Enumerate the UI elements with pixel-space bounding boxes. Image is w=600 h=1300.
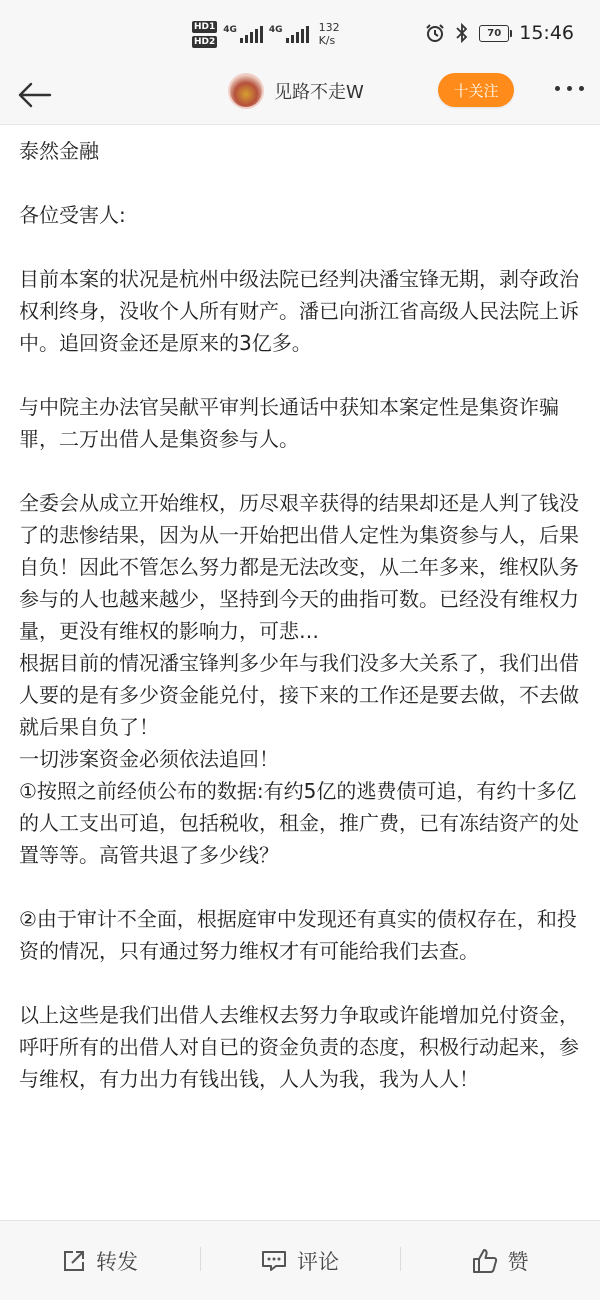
nav-bar <box>0 66 600 125</box>
article-paragraph: 泰然金融 <box>19 139 99 163</box>
paragraph-gap <box>19 871 585 903</box>
username[interactable]: 见路不走W <box>274 82 364 103</box>
avatar[interactable] <box>228 73 264 109</box>
author-profile[interactable] <box>228 73 364 109</box>
repost-icon <box>62 1249 86 1273</box>
signal-icon: 4G <box>223 25 263 43</box>
like-label: 赞 <box>507 1249 529 1274</box>
network-speed: 132 K/s <box>318 21 340 47</box>
comment-button[interactable] <box>200 1221 400 1300</box>
back-arrow-icon[interactable] <box>14 75 54 115</box>
article-body <box>19 135 585 1095</box>
paragraph-gap <box>19 359 585 391</box>
paragraph-gap <box>19 167 585 199</box>
status-bar <box>0 0 600 66</box>
battery-icon <box>479 25 509 42</box>
alarm-icon <box>425 23 445 43</box>
bottom-toolbar <box>0 1220 600 1300</box>
article-paragraph: 以上这些是我们出借人去维权去努力争取或许能增加兑付资金，呼吁所有的出借人对自已的资金负责的态度，积极行动起来，参与维权，有力出力有钱出钱，人人为我，我为人人！ <box>19 1003 579 1091</box>
article-paragraph: 目前本案的状况是杭州中级法院已经判决潘宝锋无期，剥夺政治权利终身，没收个人所有财产。潘已向浙江省高级人民法院上诉中。追回资金还是原来的3亿多。 <box>19 267 579 355</box>
repost-label: 转发 <box>96 1249 138 1274</box>
article-paragraph: 根据目前的情况潘宝锋判多少年与我们没多大关系了，我们出借人要的是有多少资金能兑付，接下来的工作还是要去做，不去做就后果自负了！ <box>19 651 579 739</box>
article-paragraph: 一切涉案资金必须依法追回！ <box>19 747 279 771</box>
hd1-badge: HD1 <box>194 21 216 32</box>
signal-icon-2: 4G <box>269 25 309 43</box>
paragraph-gap <box>19 967 585 999</box>
comment-label: 评论 <box>297 1249 339 1274</box>
repost-button[interactable] <box>0 1221 200 1300</box>
article-paragraph: ①按照之前经侦公布的数据:有约5亿的逃费债可追，有约十多亿的人工支出可追，包括税收，租金，推广费，已有冻结资产的处置等等。高管共退了多少线？ <box>19 779 579 867</box>
article-paragraph: 各位受害人: <box>19 203 126 227</box>
follow-button[interactable]: 十关注 <box>438 73 514 107</box>
article-paragraph: 与中院主办法官吴献平审判长通话中获知本案定性是集资诈骗罪，二万出借人是集资参与人。 <box>19 395 559 451</box>
battery-level: 70 <box>487 27 502 39</box>
comment-icon <box>261 1249 287 1273</box>
hd2-badge: HD2 <box>194 36 216 47</box>
bluetooth-icon <box>455 23 469 43</box>
article-paragraph: ②由于审计不全面，根据庭审中发现还有真实的债权存在，和投资的情况，只有通过努力维权才有可能给我们去查。 <box>19 907 577 963</box>
article-paragraph: 全委会从成立开始维权，历尽艰辛获得的结果却还是人判了钱没了的悲惨结果，因为从一开始把出借人定性为集资参与人，后果自负！因此不管怎么努力都是无法改变，从二年多来，维权队务参与的人也越来越少，坚持到今天的曲指可数。已经没有维权力量，更没有维权的影响力，可悲… <box>19 491 579 643</box>
paragraph-gap <box>19 455 585 487</box>
clock: 15:46 <box>519 22 574 44</box>
like-button[interactable] <box>400 1221 600 1300</box>
more-dots-icon[interactable] <box>555 86 584 91</box>
like-icon <box>472 1248 498 1274</box>
network-status <box>192 14 340 54</box>
paragraph-gap <box>19 231 585 263</box>
